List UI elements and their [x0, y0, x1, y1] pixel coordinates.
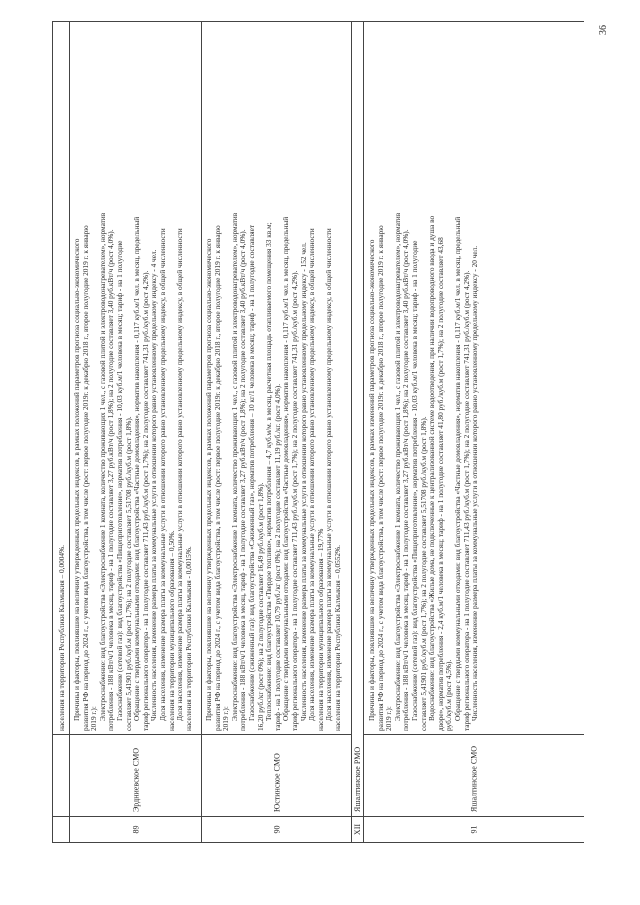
text-line: Численность населения, изменение размера платы за коммунальные услуги в отношении которого равно установленному предельному индексу - 152 чел.: [298, 242, 308, 721]
row-number-cell: [202, 816, 351, 842]
text-line: Доля населения, изменение размера платы за коммунальные услуги в отношении которого равно установленному предельному индексу, в общей численности: [324, 228, 334, 721]
text-line: Причины и факторы, повлиявшие на величину утвержденных предельных индексов, в рамках изменений параметров прогноза социально-экономического: [367, 239, 376, 721]
text-line: Обращение с твердыми коммунальными отходами: вид благоустройства «Частные домовладения», норматив накопления - 0,117 куб.м/1 чел. в месяц, предельный: [452, 216, 462, 721]
section-number: XII: [352, 816, 363, 842]
text-line: Причины и факторы, повлиявшие на величину утвержденных предельных индексов, в рамках положений параметров прогноза социально-экономического: [204, 238, 213, 721]
text-line: Электроснабжение: вид благоустройства «Электроснабжение 1 комната, количество проживающих 1 чел., с газовой плитой и электроводонагревателем», норматив: [97, 212, 107, 721]
municipality-name: Яшалтинское СМО: [469, 745, 479, 812]
text-line: Водоснабжение: вид благоустройства «Жилые дома, не подключенные к централизованной системе водоотведения, при наличии водопроводного ввода и душа во: [427, 215, 437, 721]
text-line: дворе», норматив потребления - 2,4 куб.м/1 человека в месяц; тариф - на 1 полугодие составляет 41,80 руб./куб.м (рост 1,7%); на 2 полугодие составляет 43,68: [435, 237, 445, 731]
text-line: тариф регионального оператора - на 1 полугодие составляет 711,43 руб./куб.м (рост 1,7%); на 2 полугодие составляет 741,31 руб./куб.м (рост 4,2%).: [140, 270, 150, 731]
text-line: Доля населения, изменение размера платы за коммунальные услуги в отношении которого равно установленному предельному индексу, в общей численности: [307, 228, 317, 721]
table-row-continuation: [52, 22, 70, 842]
row-number: 90: [272, 825, 281, 834]
text-line: 16,20 руб./кг (рост 0%); на 2 полугодие составляет 16,49 руб./куб.м (рост 1,8%).: [255, 482, 265, 731]
text-line: развития РФ на период до 2024 г., с учетом вида благоустройства, в том числе (рост: первое полугодие 2019г. к декабрю 2018 г., второе полугодие 2019 г. к январю: [80, 225, 90, 731]
text-line: тариф регионального оператора - на 1 полугодие составляет 711,43 руб./куб.м (рост 1,7%); на 2 полугодие составляет 741,31 руб./куб.м (рост 4,2%).: [461, 270, 471, 731]
row-name-cell: [364, 734, 584, 816]
table-row: [364, 22, 584, 842]
text-line: составляет 5,41901 руб./куб.м (рост 1,7%); на 2 полугодие составляет 5,51708 руб./куб.м (рост 1,8%).: [123, 416, 133, 731]
row-number-cell: [70, 816, 201, 842]
text-line: Доля населения, изменение размера платы за коммунальные услуги в отношении которого равно установленному предельному индексу, в общей численности: [157, 228, 167, 721]
page-number: 36: [598, 25, 609, 35]
text-line: Обращение с твердыми коммунальными отходами: вид благоустройства «Частные домовладения», норматив накопления - 0,117 куб.м/1 чел. в месяц, предельный: [281, 216, 291, 721]
row-number: 89: [131, 825, 140, 834]
row-number: 91: [469, 825, 479, 834]
row-text-cell: [53, 22, 69, 734]
text-line: руб./куб.м (рост 4,5%).: [444, 659, 454, 731]
row-number-cell: [364, 816, 584, 842]
text-line: 2019 г.):: [221, 706, 231, 731]
text-line: Газоснабжение (сетевой газ): вид благоустройства «Пищеприготовление», норматив потребления - 10,03 куб.м/1 человека в месяц; тариф - на 1 полугодие: [409, 240, 419, 721]
table-row: [202, 22, 352, 842]
text-line: Доля населения, изменение размера платы за коммунальные услуги в отношении которого равно установленному предельному индексу, в общей численности: [175, 228, 185, 721]
text-line: 2019 г.):: [384, 706, 394, 731]
row-name-cell: [202, 734, 351, 816]
text-line: тариф регионального оператора - на 1 полугодие составляет 711,43 руб./куб.м (рост 1,7%); на 2 полугодие составляет 741,31 руб./куб.м (рост 4,2%).: [289, 270, 299, 731]
table-row: [70, 22, 202, 842]
municipality-name: Эрдниевское СМО: [131, 748, 140, 812]
text-line: Обращение с твердыми коммунальными отходами: вид благоустройства «Частные домовладения», норматив накопления - 0,117 куб.м/1 чел. в месяц, предельный: [132, 216, 142, 721]
row-name-cell: [53, 734, 69, 816]
text-line: населения на территории Республики Калмыкия - 0,0015%.: [183, 546, 193, 731]
text-line: потребления - 188 кВт/ч/1 человека в месяц, тариф - на 1 полугодие составляет 3,27 руб.кВт/ч (рост 1,8%); на 2 полугодие составляет 3,40 руб.кВт/ч (рост 4,0%).: [106, 229, 116, 731]
text-line: Газоснабжение (сжиженный газ): вид благоустройства «Сжиженный газ», норматив потребления – 10 кг/1 человека в месяц; тариф - на 1 полугодие составляет: [246, 224, 256, 721]
text-line: тариф - на 1 полугодие составляет 10,79 руб./кг (рост 0%); на 2 полугодие составляет 11,19 руб./кг. (рост 4,0%).: [272, 383, 282, 731]
text-line: Электроснабжение: вид благоустройства «Электроснабжение 1 комната, количество проживающих 1 чел., с газовой плитой и электроводонагревателем», норматив: [392, 212, 402, 721]
text-line: населения на территории муниципального образования – 0,50%.: [166, 530, 176, 731]
row-name-cell: [70, 734, 201, 816]
continuation-text: населения на территории Республики Калмыкия – 0,0004%.: [57, 545, 66, 731]
text-line: Электроснабжение: вид благоустройства «Электроснабжение 1 комната, количество проживающих 1 чел., с газовой плитой и электроводонагревателем», норматив: [229, 212, 239, 721]
text-line: населения на территории муниципального образования – 19,77%: [315, 528, 325, 731]
text-line: потребления - 188 кВт/ч/1 человека в месяц, тариф - на 1 полугодие составляет 3,27 руб.кВт/ч (рост 1,8%); на 2 полугодие составляет 3,40 руб.кВт/ч (рост 4,0%).: [238, 229, 248, 731]
section-row: [352, 22, 364, 842]
row-text-cell: [70, 22, 201, 734]
text-line: развития РФ на период до 2024 г., с учетом вида благоустройства, в том числе (рост: первое полугодие 2019г. к декабрю 2018 г., второе полугодие 2019 г. к январю: [212, 225, 222, 731]
section-title: Яшалтинское РМО: [353, 746, 362, 812]
municipality-name: Юстинское СМО: [272, 753, 281, 812]
row-text-cell: [202, 22, 351, 734]
text-line: Теплоснабжение: вид благоустройства «Твердое топливо», норматив потребления – 4,7 куб.м/м. в месяц, расчетная площадь отапливаемого помещения 33 кв.м;: [264, 222, 274, 721]
text-line: населения на территории Республики Калмыкия – 0,0552%.: [332, 545, 342, 731]
text-line: Причины и факторы, повлиявшие на величину утвержденных предельных индексов, в рамках положений параметров прогноза социально-экономического: [72, 238, 81, 721]
tariff-table: [52, 21, 584, 843]
text-line: развития РФ на период до 2024 г., с учетом вида благоустройства, в том числе (рост: первое полугодие 2019г. к декабрю 2018 г., второе полугодие 2019 г. к январю: [375, 225, 385, 731]
row-text-cell: [364, 22, 584, 734]
row-number-cell: [53, 816, 69, 842]
text-line: Газоснабжение (сетевой газ): вид благоустройства «Пищеприготовление», норматив потребления - 10,03 куб.м/1 человека в месяц; тариф - на 1 полугодие: [114, 240, 124, 721]
text-line: потребления - 188 кВт/ч/1 человека в месяц, тариф - на 1 полугодие составляет 3,27 руб.кВт/ч (рост 1,8%); на 2 полугодие составляет 3,40 руб.кВт/ч (рост 4,0%).: [401, 229, 411, 731]
text-line: Численность населения, изменение размера платы за коммунальные услуги в отношении которого равно установленному предельному индексу - 4 чел.: [149, 249, 159, 721]
text-line: Численность населения, изменение размера платы за коммунальные услуги в отношении которого равно установленному предельному индексу - 20 чел.: [470, 245, 480, 721]
text-line: составляет 5,41901 руб./куб.м (рост 1,7%); на 2 полугодие составляет 5,51708 руб./куб.м (рост 1,8%).: [418, 416, 428, 731]
text-line: 2019 г.):: [89, 706, 99, 731]
